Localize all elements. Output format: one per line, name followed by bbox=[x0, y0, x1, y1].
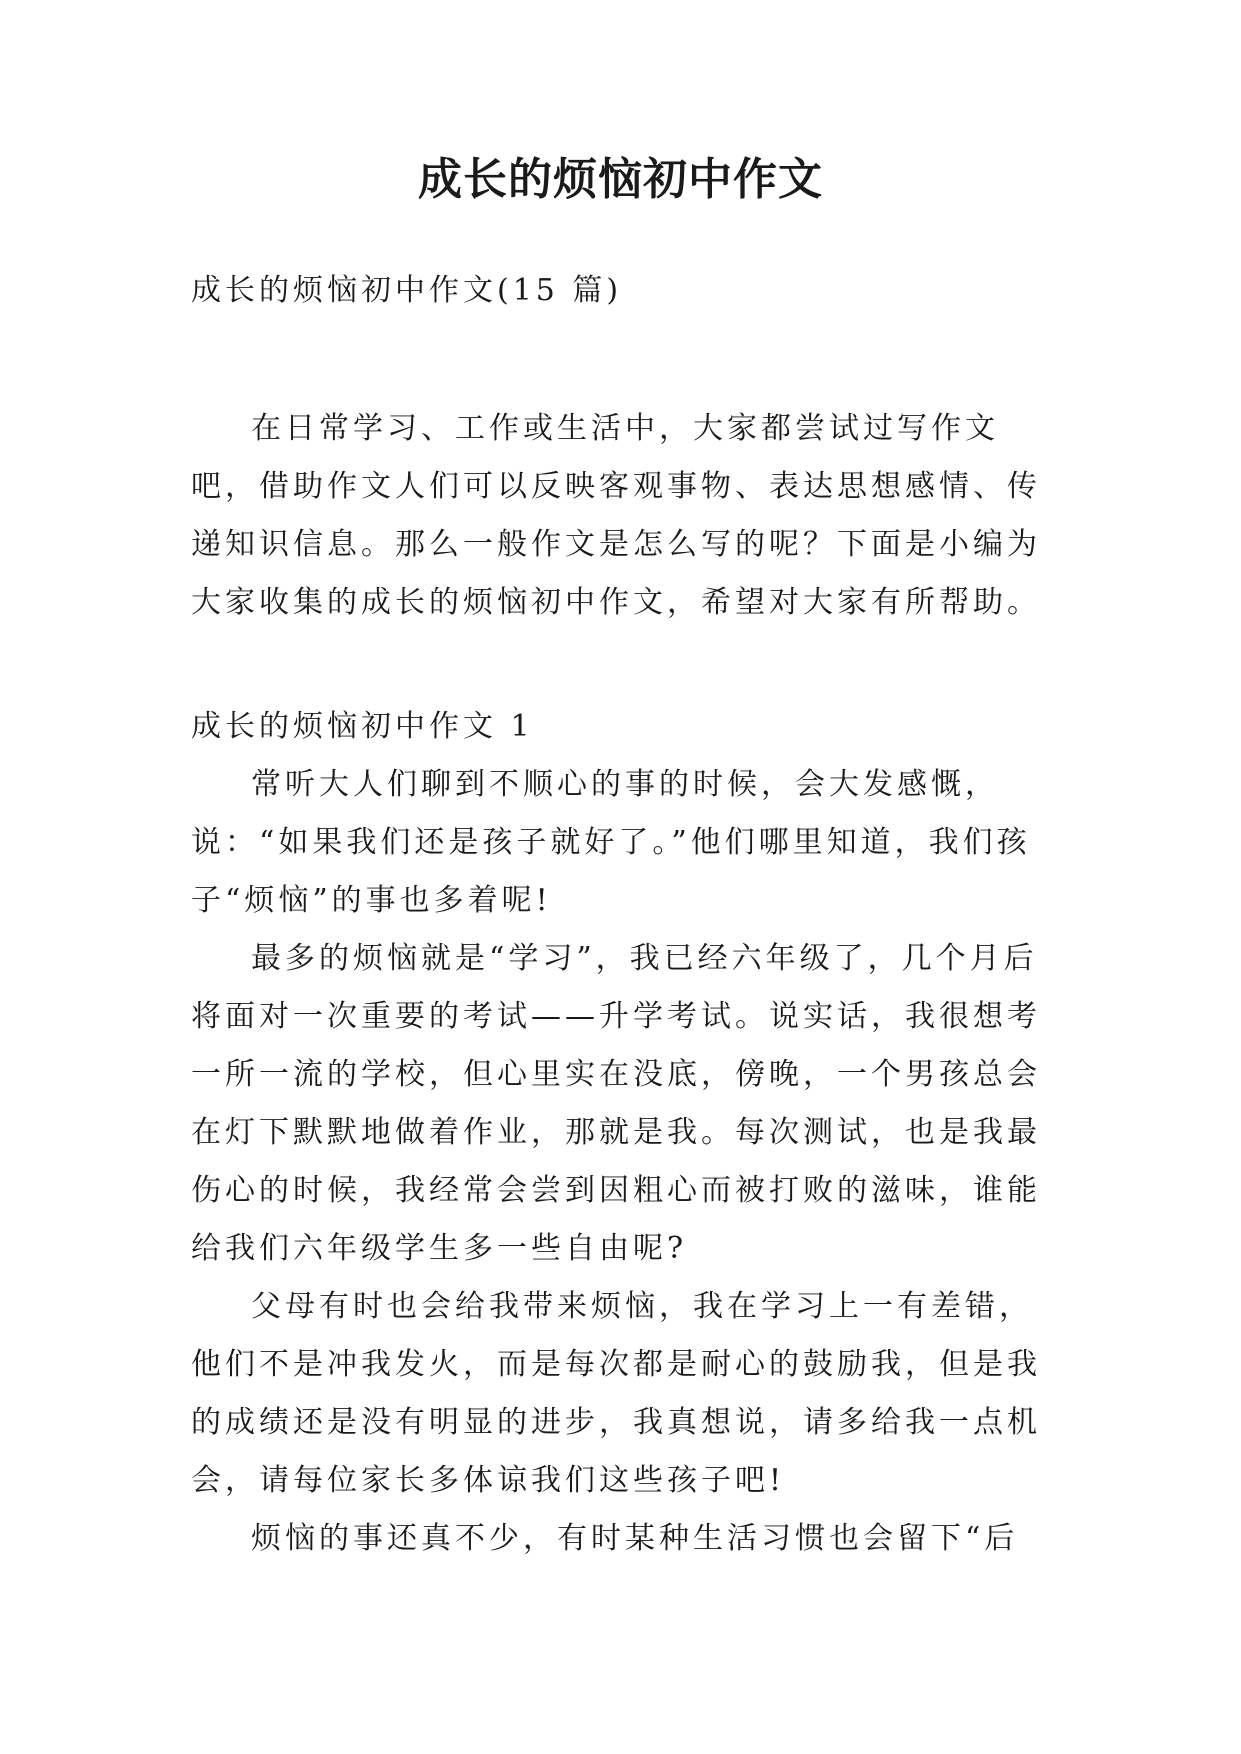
essay-paragraph: 烦恼的事还真不少，有时某种生活习惯也会留下“后 bbox=[251, 1521, 1019, 1556]
essay-paragraph: 父母有时也会给我带来烦恼，我在学习上一有差错，他们不是冲我发火，而是每次都是耐心的鼓励我，但是我的成绩还是没有明显的进步，我真想说，请多给我一点机会，请每位家长多体谅我们这些孩子吧! bbox=[191, 1289, 1041, 1498]
essay-heading: 成长的烦恼初中作文 1 bbox=[191, 709, 534, 744]
intro-section bbox=[191, 400, 1063, 632]
essay-paragraph: 最多的烦恼就是“学习”，我已经六年级了，几个月后将面对一次重要的考试——升学考试。说实话，我很想考一所一流的学校，但心里实在没底，傍晚，一个男孩总会在灯下默默地做着作业，那就是我。每次测试，也是我最伤心的时候，我经常会尝到因粗心而被打败的滋味，谁能给我们六年级学生多一些自由呢? bbox=[191, 941, 1041, 1266]
essay-section bbox=[191, 698, 1063, 1568]
essay-paragraph: 常听大人们聊到不顺心的事的时候，会大发感慨，说：“如果我们还是孩子就好了。”他们哪里知道，我们孩子“烦恼”的事也多着呢! bbox=[191, 767, 1031, 918]
document-title: 成长的烦恼初中作文 bbox=[418, 154, 823, 205]
document-subtitle: 成长的烦恼初中作文(15 篇) bbox=[191, 273, 623, 308]
intro-paragraph: 在日常学习、工作或生活中，大家都尝试过写作文吧，借助作文人们可以反映客观事物、表达思想感情、传递知识信息。那么一般作文是怎么写的呢？下面是小编为大家收集的成长的烦恼初中作文，希望对大家有所帮助。 bbox=[191, 411, 1041, 620]
